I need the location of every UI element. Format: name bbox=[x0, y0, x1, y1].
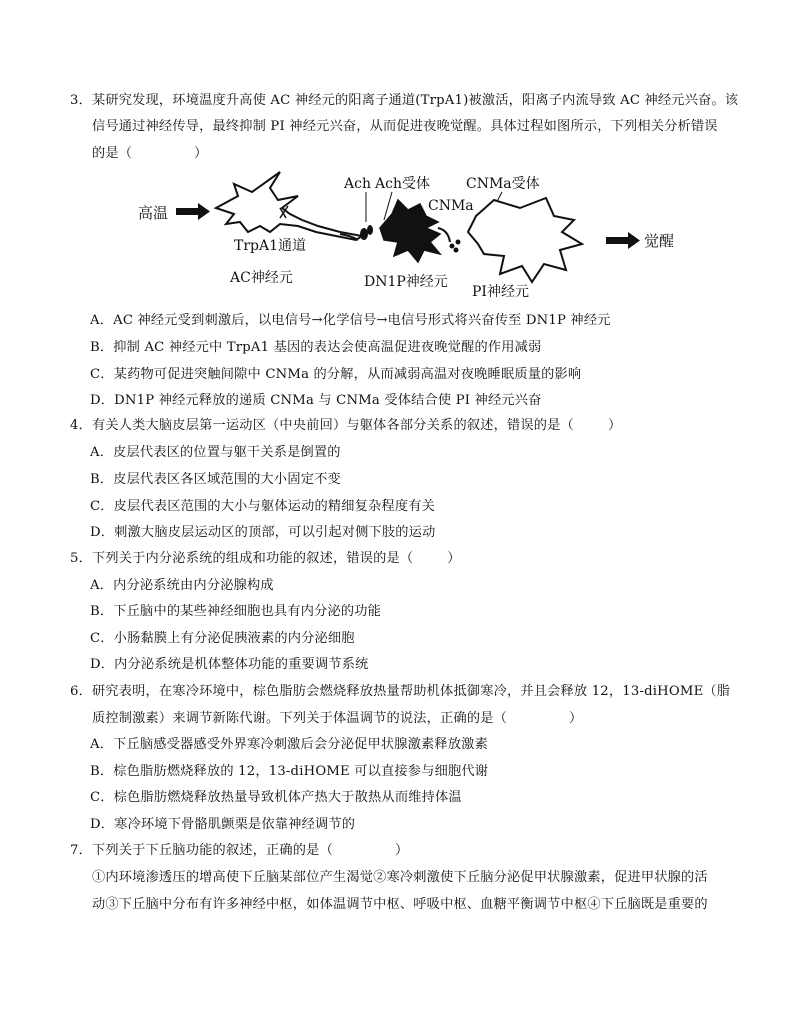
q4-stem bbox=[70, 417, 621, 435]
label-pi-neuron: PI神经元 bbox=[472, 284, 529, 300]
label-ach-receptor: Ach受体 bbox=[375, 176, 430, 192]
q3-text-3: 的是（ bbox=[92, 146, 133, 161]
q3-line-2: 信号通过神经传导，最终抑制 PI 神经元兴奋，从而促进夜晚觉醒。具体过程如图所示，下列相关分析错误 bbox=[92, 119, 718, 134]
q3-line-1 bbox=[70, 92, 738, 110]
q5-text: 下列关于内分泌系统的组成和功能的叙述，错误的是（ bbox=[91, 551, 414, 566]
q7-line-3: 动③下丘脑中分布有许多神经中枢，如体温调节中枢、呼吸中枢、血糖平衡调节中枢④下丘脑既是重要的 bbox=[92, 897, 708, 912]
q5-close-paren: ） bbox=[447, 551, 461, 566]
q5-stem bbox=[70, 550, 461, 568]
q5-option-b: B．下丘脑中的某些神经细胞也具有内分泌的功能 bbox=[90, 604, 382, 619]
q6-line-2 bbox=[92, 710, 582, 728]
q6-text-2: 质控制激素）来调节新陈代谢。下列关于体温调节的说法，正确的是（ bbox=[92, 711, 508, 726]
q4-option-a: A．皮层代表区的位置与躯干关系是倒置的 bbox=[90, 445, 341, 460]
q4-close-paren: ） bbox=[607, 418, 622, 433]
q6-option-b: B．棕色脂肪燃烧释放的 12，13-diHOME 可以直接参与细胞代谢 bbox=[90, 764, 489, 779]
label-ac-neuron: AC神经元 bbox=[230, 270, 293, 286]
ac-axon-terminal bbox=[360, 225, 373, 240]
ac-neuron-shape bbox=[216, 172, 362, 240]
label-cnma-receptor: CNMa受体 bbox=[466, 176, 540, 192]
q7-close-paren: ） bbox=[394, 843, 409, 858]
label-ach: Ach bbox=[344, 176, 371, 192]
q7-text: 下列关于下丘脑功能的叙述，正确的是（ bbox=[91, 843, 333, 858]
q7-line-2: ①内环境渗透压的增高使下丘脑某部位产生渴觉②寒冷刺激使下丘脑分泌促甲状腺激素，促进甲状腺的活 bbox=[92, 870, 708, 885]
high-temp-arrow-icon bbox=[176, 203, 210, 220]
cnma-vesicles-icon bbox=[450, 240, 461, 253]
q4-option-d: D．刺激大脑皮层运动区的顶部，可以引起对侧下肢的运动 bbox=[90, 525, 436, 540]
q7-number: 7． bbox=[70, 843, 92, 858]
q5-option-c: C．小肠黏膜上有分泌促胰液素的内分泌细胞 bbox=[90, 631, 355, 646]
q4-option-b: B．皮层代表区各区域范围的大小固定不变 bbox=[90, 472, 341, 487]
label-trpa1: TrpA1通道 bbox=[234, 238, 307, 254]
q5-number: 5． bbox=[70, 551, 92, 566]
q4-option-c: C．皮层代表区范围的大小与躯体运动的精细复杂程度有关 bbox=[90, 499, 435, 514]
q6-close-paren: ） bbox=[569, 711, 583, 726]
q3-line-3 bbox=[92, 145, 208, 163]
label-cnma: CNMa bbox=[428, 198, 474, 214]
q6-text-1: 研究表明，在寒冷环境中，棕色脂肪会燃烧释放热量帮助机体抵御寒冷，并且会释放 12，13-diHOME（脂 bbox=[91, 684, 731, 699]
q4-number: 4． bbox=[70, 418, 92, 433]
q6-option-c: C．棕色脂肪燃烧释放热量导致机体产热大于散热从而维持体温 bbox=[90, 790, 462, 805]
label-high-temp: 高温 bbox=[138, 204, 169, 222]
q3-option-d: D．DN1P 神经元释放的递质 CNMa 与 CNMa 受体结合使 PI 神经元兴奋 bbox=[90, 393, 542, 408]
label-dn1p-neuron: DN1P神经元 bbox=[364, 274, 448, 290]
q6-option-a: A．下丘脑感受器感受外界寒冷刺激后会分泌促甲状腺激素释放激素 bbox=[90, 737, 488, 752]
q3-close-paren: ） bbox=[194, 146, 208, 161]
q3-option-a: A．AC 神经元受到刺激后，以电信号→化学信号→电信号形式将兴奋传至 DN1P 神经元 bbox=[90, 313, 611, 328]
neuron-pathway-diagram bbox=[130, 170, 690, 300]
label-wake: 觉醒 bbox=[644, 232, 675, 250]
q6-line-1 bbox=[70, 683, 730, 701]
q3-number: 3． bbox=[70, 93, 92, 108]
pi-neuron-shape bbox=[468, 198, 582, 282]
q7-stem bbox=[70, 842, 408, 860]
wake-arrow-icon bbox=[606, 232, 640, 249]
q3-option-b: B．抑制 AC 神经元中 TrpA1 基因的表达会使高温促进夜晚觉醒的作用减弱 bbox=[90, 340, 542, 355]
q5-option-d: D．内分泌系统是机体整体功能的重要调节系统 bbox=[90, 657, 369, 672]
q6-number: 6． bbox=[70, 684, 92, 699]
q3-text-1: 某研究发现，环境温度升高使 AC 神经元的阳离子通道(TrpA1)被激活，阳离子内流导致 AC 神经元兴奋。该 bbox=[91, 93, 739, 108]
q6-option-d: D．寒冷环境下骨骼肌颤栗是依靠神经调节的 bbox=[90, 817, 356, 832]
q5-option-a: A．内分泌系统由内分泌腺构成 bbox=[90, 578, 274, 593]
q4-text: 有关人类大脑皮层第一运动区（中央前回）与躯体各部分关系的叙述，错误的是（ bbox=[91, 418, 574, 433]
q3-option-c: C．某药物可促进突触间隙中 CNMa 的分解，从而减弱高温对夜晚睡眠质量的影响 bbox=[90, 367, 582, 382]
